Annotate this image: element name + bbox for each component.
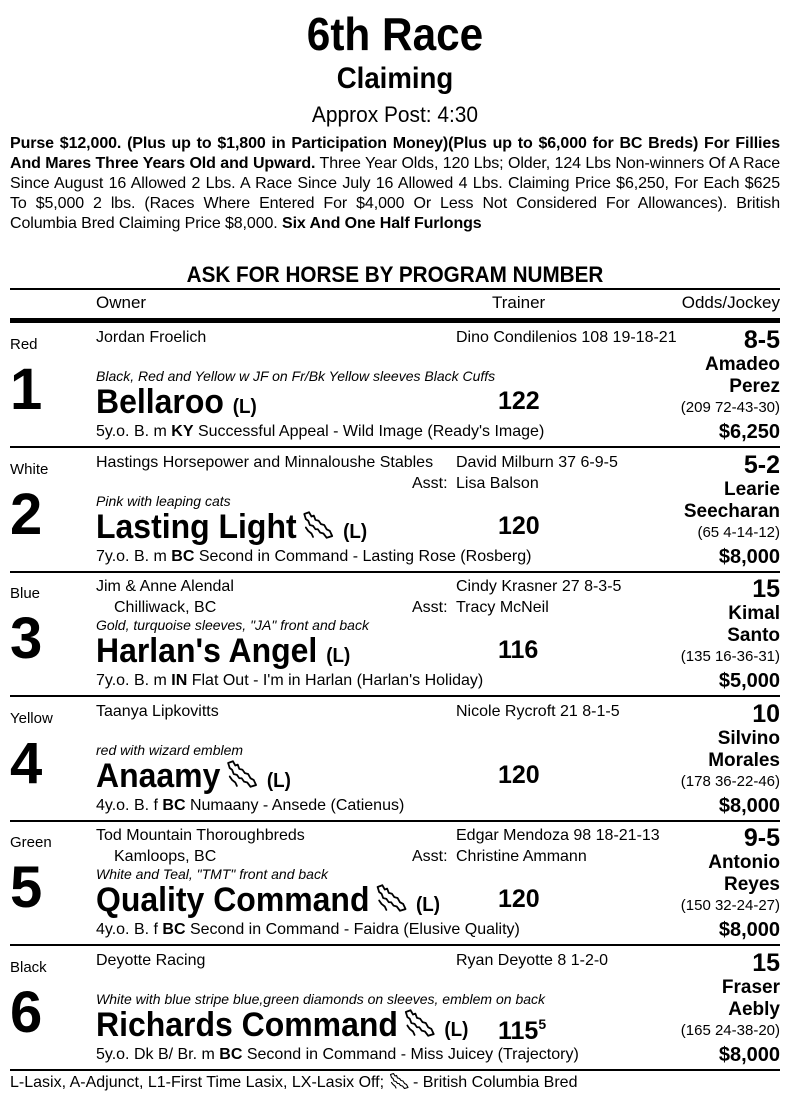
claiming-price: $8,000 — [718, 919, 780, 941]
pedigree: Second in Command - Faidra (Elusive Quality) — [185, 921, 520, 938]
weight-value: 115 — [498, 1016, 539, 1045]
age-sex: 4y.o. B. f — [96, 796, 163, 814]
column-header-odds-jockey: Odds/Jockey — [681, 293, 780, 312]
jockey-last-name: Aebly — [728, 998, 780, 1020]
saddlecloth-color: Black — [10, 958, 47, 976]
claiming-price: $6,250 — [718, 421, 780, 443]
owner-name: Hastings Horsepower and Minnaloushe Stables — [96, 453, 434, 471]
jockey-stats: (165 24-38-20) — [680, 1021, 780, 1039]
jockey-name — [727, 603, 780, 647]
assistant-trainer: Lisa Balson — [456, 474, 539, 492]
silks-description: White and Teal, "TMT" front and back — [96, 866, 328, 882]
silks-description: Black, Red and Yellow w JF on Fr/Bk Yellow sleeves Black Cuffs — [96, 368, 496, 384]
medication-code: (L) — [444, 1018, 469, 1041]
medication-code: (L) — [266, 769, 291, 792]
entry-row — [10, 324, 780, 448]
pedigree: Numaany - Ansede (Catienus) — [185, 796, 405, 814]
header-divider — [10, 288, 780, 290]
weight-value: 120 — [498, 760, 540, 789]
breeding-line — [96, 547, 531, 566]
saddlecloth-color: White — [10, 460, 49, 478]
trainer-name: David Milburn 37 6-9-5 — [456, 453, 618, 471]
jockey-first-name: Silvino — [717, 727, 780, 749]
jockey-first-name: Antonio — [708, 852, 780, 873]
british-columbia-map-icon — [302, 510, 334, 540]
weight — [498, 1009, 546, 1046]
owner-name: Tod Mountain Thoroughbreds — [96, 827, 305, 844]
age-sex: 7y.o. B. m — [96, 547, 172, 565]
owner-location: Kamloops, BC — [114, 848, 217, 865]
jockey-last-name: Santo — [727, 625, 780, 646]
state-bred: BC — [171, 547, 195, 565]
jockey-last-name: Perez — [729, 376, 780, 397]
entry-row — [10, 449, 780, 573]
owner-name: Jordan Froelich — [96, 329, 207, 346]
weight — [498, 511, 540, 541]
british-columbia-map-icon — [389, 1072, 409, 1090]
program-number: 3 — [10, 606, 43, 671]
footer-bc-legend: - British Columbia Bred — [412, 1074, 578, 1091]
morning-line-odds: 5-2 — [743, 450, 780, 479]
owner-name: Jim & Anne Alendal — [96, 578, 234, 595]
horse-name-line — [96, 756, 291, 801]
morning-line-odds: 8-5 — [743, 326, 780, 354]
jockey-first-name: Amadeo — [705, 354, 780, 375]
age-sex: 5y.o. B. m — [96, 423, 172, 440]
assistant-label: Asst: — [412, 848, 448, 865]
breeding-line — [96, 796, 404, 815]
silks-description: Pink with leaping cats — [96, 492, 231, 509]
british-columbia-map-icon — [375, 883, 407, 913]
jockey-name — [722, 977, 780, 1021]
weight — [498, 635, 538, 665]
horse-name: Anaamy — [96, 756, 221, 795]
medication-code: (L) — [232, 396, 257, 418]
morning-line-odds: 15 — [752, 948, 780, 977]
pedigree: Flat Out - I'm in Harlan (Harlan's Holiday) — [187, 672, 484, 689]
claiming-price: $5,000 — [718, 670, 780, 692]
trainer-name: Ryan Deyotte 8 1-2-0 — [456, 951, 609, 969]
claiming-price: $8,000 — [718, 545, 780, 568]
horse-name: Lasting Light — [96, 507, 297, 546]
weight-value: 120 — [498, 511, 540, 540]
british-columbia-map-icon — [404, 1008, 436, 1038]
age-sex: 5y.o. Dk B/ Br. m — [96, 1045, 220, 1063]
medication-code: (L) — [326, 645, 351, 667]
assistant-trainer: Christine Ammann — [456, 848, 587, 865]
morning-line-odds: 10 — [752, 699, 780, 728]
saddlecloth-color: Blue — [10, 585, 41, 602]
column-header-trainer: Trainer — [492, 293, 546, 312]
jockey-name — [708, 728, 780, 772]
state-bred: BC — [162, 921, 186, 938]
state-bred: IN — [171, 672, 188, 689]
jockey-last-name: Seecharan — [683, 500, 780, 522]
entry-divider — [10, 1069, 780, 1071]
weight — [498, 760, 540, 790]
saddlecloth-color: Green — [10, 834, 52, 851]
claiming-price: $8,000 — [718, 794, 780, 817]
owner-name: Deyotte Racing — [96, 951, 206, 969]
breeding-line — [96, 422, 544, 441]
jockey-stats: (178 36-22-46) — [680, 772, 780, 790]
state-bred: BC — [162, 796, 186, 814]
age-sex: 4y.o. B. f — [96, 921, 163, 938]
breeding-line — [96, 1045, 579, 1064]
horse-name-line — [96, 631, 350, 676]
jockey-name — [684, 479, 780, 523]
jockey-stats: (65 4-14-12) — [697, 523, 780, 541]
british-columbia-map-icon — [226, 759, 258, 789]
owner-name: Taanya Lipkovitts — [96, 702, 219, 720]
pedigree: Successful Appeal - Wild Image (Ready's Image) — [193, 423, 545, 440]
state-bred: KY — [171, 423, 194, 440]
medication-code: (L) — [415, 894, 440, 916]
silks-description: Gold, turquoise sleeves, "JA" front and back — [96, 617, 369, 633]
entry-row — [10, 573, 780, 697]
program-number: 1 — [10, 357, 43, 422]
saddlecloth-color: Red — [10, 336, 38, 353]
assistant-label: Asst: — [412, 599, 448, 616]
jockey-stats: (209 72-43-30) — [680, 399, 780, 416]
weight-value: 116 — [498, 636, 539, 664]
weight-value: 122 — [498, 387, 540, 415]
jockey-stats: (150 32-24-27) — [680, 897, 780, 914]
program-number: 5 — [10, 855, 43, 920]
column-header-owner: Owner — [96, 293, 147, 312]
race-number-title: 6th Race — [306, 8, 484, 60]
race-type-title: Claiming — [336, 62, 454, 95]
apprentice-allowance: 5 — [538, 1015, 547, 1032]
breeding-line — [96, 920, 520, 939]
state-bred: BC — [219, 1045, 243, 1063]
owner-location: Chilliwack, BC — [114, 599, 217, 616]
purse-conditions-bold: Purse $12,000. (Plus up to $1,800 in Participation Money)(Plus up to $6,000 for BC Breds) For Fillies And Mares Three Years Old and Upward. — [10, 135, 780, 172]
horse-name-line — [96, 507, 367, 552]
horse-name-line — [96, 1005, 468, 1050]
horse-name: Bellaroo — [96, 383, 224, 421]
purse-distance: Six And One Half Furlongs — [282, 215, 482, 232]
trainer-name: Cindy Krasner 27 8-3-5 — [456, 578, 622, 595]
jockey-stats: (135 16-36-31) — [680, 648, 780, 665]
weight — [498, 884, 540, 914]
pedigree: Second in Command - Miss Juicey (Trajectory) — [242, 1045, 579, 1063]
silks-description: White with blue stripe blue,green diamonds on sleeves, emblem on back — [96, 990, 546, 1007]
horse-name: Richards Command — [96, 1005, 398, 1044]
ask-banner: ASK FOR HORSE BY PROGRAM NUMBER — [186, 262, 604, 287]
header-thick-divider — [10, 318, 780, 323]
horse-name: Harlan's Angel — [96, 632, 318, 670]
morning-line-odds: 9-5 — [743, 824, 780, 852]
purse-conditions-text: Three Year Olds, 120 Lbs; Older, 124 Lbs Non-winners Of A Race Since August 16 Allowed 2 Lbs. A Race Since July 16 Allowed 4 Lbs. Claiming Price $6,250, For Each $625 To $5,000 2 lbs. (Races Where Entered For $4,000 Or Less Not Considered For Allowances). British Columbia Bred Claiming Price $8,000. — [10, 155, 780, 232]
post-time: Approx Post: 4:30 — [311, 102, 479, 127]
jockey-name — [708, 852, 780, 896]
silks-description: red with wizard emblem — [96, 741, 244, 758]
trainer-name: Dino Condilenios 108 19-18-21 — [456, 329, 677, 346]
jockey-last-name: Reyes — [724, 874, 780, 895]
weight-value: 120 — [498, 885, 540, 913]
horse-name-line — [96, 880, 440, 925]
footer-legend — [10, 1072, 577, 1093]
horse-name-line — [96, 382, 257, 427]
trainer-name: Edgar Mendoza 98 18-21-13 — [456, 827, 660, 844]
pedigree: Second in Command - Lasting Rose (Rosberg) — [194, 547, 532, 565]
trainer-name: Nicole Rycroft 21 8-1-5 — [456, 702, 620, 720]
entry-row — [10, 947, 780, 1071]
jockey-first-name: Kimal — [728, 603, 780, 624]
program-number: 2 — [10, 481, 43, 547]
jockey-last-name: Morales — [708, 749, 780, 771]
breeding-line — [96, 671, 483, 690]
horse-name: Quality Command — [96, 881, 370, 919]
entry-row — [10, 698, 780, 822]
jockey-first-name: Learie — [724, 478, 780, 500]
claiming-price: $8,000 — [718, 1043, 780, 1066]
program-number: 4 — [10, 730, 43, 796]
morning-line-odds: 15 — [752, 575, 780, 603]
saddlecloth-color: Yellow — [10, 709, 53, 727]
footer-legend-text: L-Lasix, A-Adjunct, L1-First Time Lasix, LX-Lasix Off; — [10, 1074, 385, 1091]
jockey-first-name: Fraser — [721, 976, 780, 998]
jockey-name — [705, 354, 780, 398]
age-sex: 7y.o. B. m — [96, 672, 172, 689]
assistant-trainer: Tracy McNeil — [456, 599, 549, 616]
weight — [498, 386, 540, 416]
program-number: 6 — [10, 979, 43, 1045]
assistant-label: Asst: — [412, 474, 448, 492]
purse-conditions — [10, 134, 780, 234]
entry-row — [10, 822, 780, 946]
medication-code: (L) — [343, 520, 368, 543]
